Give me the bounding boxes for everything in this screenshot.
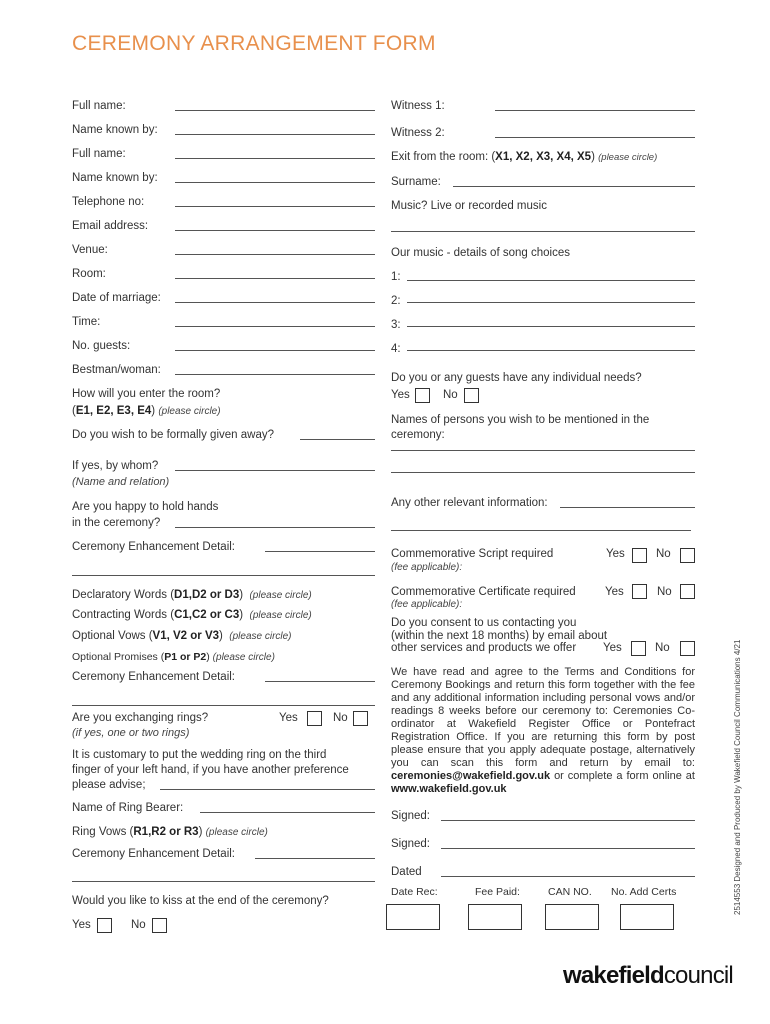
witness1-field[interactable]	[495, 110, 695, 111]
enhancement-field-2b[interactable]	[72, 705, 375, 706]
by-whom-field[interactable]	[175, 470, 375, 471]
certificate-fee-note: (fee applicable):	[391, 599, 463, 610]
full-name-2-label: Full name:	[72, 148, 126, 160]
certificate-no-checkbox[interactable]	[680, 584, 695, 599]
declaratory-label: Declaratory Words (D1,D2 or D3) (please circle)	[72, 589, 312, 601]
needs-question: Do you or any guests have any individual needs?	[391, 372, 642, 384]
hold-hands-label-2: in the ceremony?	[72, 517, 161, 529]
script-label: Commemorative Script required	[391, 548, 554, 560]
exit-label: Exit from the room: (X1, X2, X3, X4, X5) (please circle)	[391, 151, 658, 163]
consent-text-1: Do you consent to us contacting you	[391, 617, 577, 629]
certificate-label: Commemorative Certificate required	[391, 586, 576, 598]
given-away-field[interactable]	[300, 439, 375, 440]
script-yes-label: Yes	[606, 548, 625, 560]
other-info-label: Any other relevant information:	[391, 497, 548, 509]
wakefield-council-logo: wakefieldcouncil	[563, 962, 733, 989]
witness2-label: Witness 2:	[391, 127, 445, 139]
certificate-no-label: No	[657, 586, 672, 598]
mention-label-2: ceremony:	[391, 429, 445, 441]
song1-field[interactable]	[407, 280, 695, 281]
room-label: Room:	[72, 268, 106, 280]
venue-field[interactable]	[175, 254, 375, 255]
kiss-no-checkbox[interactable]	[152, 918, 167, 933]
witness2-field[interactable]	[495, 137, 695, 138]
song2-field[interactable]	[407, 302, 695, 303]
enhancement-label-3: Ceremony Enhancement Detail:	[72, 848, 235, 860]
consent-yes-label: Yes	[603, 642, 622, 654]
dated-field[interactable]	[441, 876, 695, 877]
mention-label-1: Names of persons you wish to be mentioned in the	[391, 414, 650, 426]
enter-question: How will you enter the room?	[72, 388, 221, 400]
enhancement-field-2a[interactable]	[265, 681, 375, 682]
enhancement-field-3b[interactable]	[72, 881, 375, 882]
consent-text-2: (within the next 18 months) by email about	[391, 630, 608, 642]
known-by-2-field[interactable]	[175, 182, 375, 183]
script-yes-checkbox[interactable]	[632, 548, 647, 563]
bestman-label: Bestman/woman:	[72, 364, 161, 376]
known-by-2-label: Name known by:	[72, 172, 158, 184]
terms-paragraph: We have read and agree to the Terms and Conditions for Ceremony Bookings and return this form together with the fee and any additional information including personal vows and/or readings 8 weeks before our ceremony to: Ceremonies Co-ordinator at Wakefield Register Office or Pontefract Registration Office. If you are returning this form by post please ensure that you apply adequate postage, alternatively you can scan this form and return by email to: ceremonies@wakefield.gov.uk or complete a form online at www.wakefield.gov.uk	[391, 666, 696, 795]
consent-text-3: other services and products we offer	[391, 642, 577, 654]
telephone-label: Telephone no:	[72, 196, 145, 208]
script-no-checkbox[interactable]	[680, 548, 695, 563]
time-label: Time:	[72, 316, 101, 328]
enhancement-field-3a[interactable]	[255, 858, 375, 859]
needs-no-label: No	[443, 389, 458, 401]
music-field[interactable]	[391, 231, 695, 232]
needs-no-checkbox[interactable]	[464, 388, 479, 403]
room-field[interactable]	[175, 278, 375, 279]
song3-label: 3:	[391, 319, 401, 331]
add-certs-label: No. Add Certs	[611, 886, 677, 898]
certificate-yes-label: Yes	[605, 586, 624, 598]
signed-label-1: Signed:	[391, 810, 431, 822]
hold-hands-field[interactable]	[175, 527, 375, 528]
known-by-1-field[interactable]	[175, 134, 375, 135]
signed-label-2: Signed:	[391, 838, 431, 850]
kiss-yes-checkbox[interactable]	[97, 918, 112, 933]
witness1-label: Witness 1:	[391, 100, 445, 112]
consent-no-checkbox[interactable]	[680, 641, 695, 656]
enhancement-field-1a[interactable]	[265, 551, 375, 552]
kiss-yes-label: Yes	[72, 919, 91, 931]
signed-field-1[interactable]	[441, 820, 695, 821]
contracting-label: Contracting Words (C1,C2 or C3) (please circle)	[72, 609, 312, 621]
certificate-yes-checkbox[interactable]	[632, 584, 647, 599]
bestman-field[interactable]	[175, 374, 375, 375]
fee-paid-label: Fee Paid:	[475, 886, 520, 898]
can-no-box[interactable]	[545, 904, 599, 930]
date-field[interactable]	[175, 302, 375, 303]
customary-field[interactable]	[160, 789, 375, 790]
full-name-1-label: Full name:	[72, 100, 126, 112]
rings-yes-label: Yes	[279, 712, 298, 724]
time-field[interactable]	[175, 326, 375, 327]
rings-no-checkbox[interactable]	[353, 711, 368, 726]
can-no-label: CAN NO.	[548, 886, 592, 898]
given-away-label: Do you wish to be formally given away?	[72, 429, 274, 441]
mention-field-2[interactable]	[391, 472, 695, 473]
terms-email-link[interactable]: ceremonies@wakefield.gov.uk	[391, 770, 551, 782]
mention-field-1[interactable]	[391, 450, 695, 451]
needs-yes-label: Yes	[391, 389, 410, 401]
song2-label: 2:	[391, 295, 401, 307]
enhancement-field-1b[interactable]	[72, 575, 375, 576]
customary-text-2: finger of your left hand, if you have another preference	[72, 764, 349, 776]
rings-no-label: No	[333, 712, 348, 724]
kiss-question: Would you like to kiss at the end of the ceremony?	[72, 895, 329, 907]
our-music-label: Our music - details of song choices	[391, 247, 570, 259]
song1-label: 1:	[391, 271, 401, 283]
ring-bearer-field[interactable]	[200, 812, 375, 813]
rings-question: Are you exchanging rings?	[72, 712, 209, 724]
dated-label: Dated	[391, 866, 422, 878]
fee-paid-box[interactable]	[468, 904, 522, 930]
date-label: Date of marriage:	[72, 292, 161, 304]
script-fee-note: (fee applicable):	[391, 562, 463, 573]
signed-field-2[interactable]	[441, 848, 695, 849]
guests-field[interactable]	[175, 350, 375, 351]
page-title: CEREMONY ARRANGEMENT FORM	[72, 32, 436, 55]
hold-hands-label-1: Are you happy to hold hands	[72, 501, 219, 513]
full-name-1-field[interactable]	[175, 110, 375, 111]
by-whom-label: If yes, by whom?	[72, 460, 159, 472]
other-info-field-b[interactable]	[391, 530, 691, 531]
song4-label: 4:	[391, 343, 401, 355]
customary-text-3: please advise;	[72, 779, 146, 791]
customary-text-1: It is customary to put the wedding ring on the third	[72, 749, 327, 761]
ring-vows-label: Ring Vows (R1,R2 or R3) (please circle)	[72, 826, 268, 838]
enter-options: (E1, E2, E3, E4) (please circle)	[72, 405, 221, 417]
known-by-1-label: Name known by:	[72, 124, 158, 136]
consent-no-label: No	[655, 642, 670, 654]
surname-label: Surname:	[391, 176, 441, 188]
surname-field[interactable]	[453, 186, 695, 187]
ring-bearer-label: Name of Ring Bearer:	[72, 802, 184, 814]
email-label: Email address:	[72, 220, 149, 232]
song4-field[interactable]	[407, 350, 695, 351]
terms-web-link[interactable]: www.wakefield.gov.uk	[391, 783, 507, 795]
kiss-no-label: No	[131, 919, 146, 931]
enhancement-label-1: Ceremony Enhancement Detail:	[72, 541, 235, 553]
venue-label: Venue:	[72, 244, 108, 256]
add-certs-box[interactable]	[620, 904, 674, 930]
date-rec-box[interactable]	[386, 904, 440, 930]
other-info-field-a[interactable]	[560, 507, 695, 508]
email-field[interactable]	[175, 230, 375, 231]
telephone-field[interactable]	[175, 206, 375, 207]
needs-yes-checkbox[interactable]	[415, 388, 430, 403]
optional-vows-label: Optional Vows (V1, V2 or V3) (please circle)	[72, 630, 292, 642]
guests-label: No. guests:	[72, 340, 131, 352]
date-rec-label: Date Rec:	[391, 886, 438, 898]
optional-promises-label: Optional Promises (P1 or P2) (please circle)	[72, 651, 275, 663]
enhancement-label-2: Ceremony Enhancement Detail:	[72, 671, 235, 683]
consent-yes-checkbox[interactable]	[631, 641, 646, 656]
name-relation-note: (Name and relation)	[72, 476, 170, 488]
song3-field[interactable]	[407, 326, 695, 327]
rings-yes-checkbox[interactable]	[307, 711, 322, 726]
rings-note: (if yes, one or two rings)	[72, 727, 190, 739]
script-no-label: No	[656, 548, 671, 560]
music-label: Music? Live or recorded music	[391, 200, 547, 212]
full-name-2-field[interactable]	[175, 158, 375, 159]
production-note: 2514553 Designed and Produced by Wakefield Council Communications 4/21	[733, 639, 742, 915]
